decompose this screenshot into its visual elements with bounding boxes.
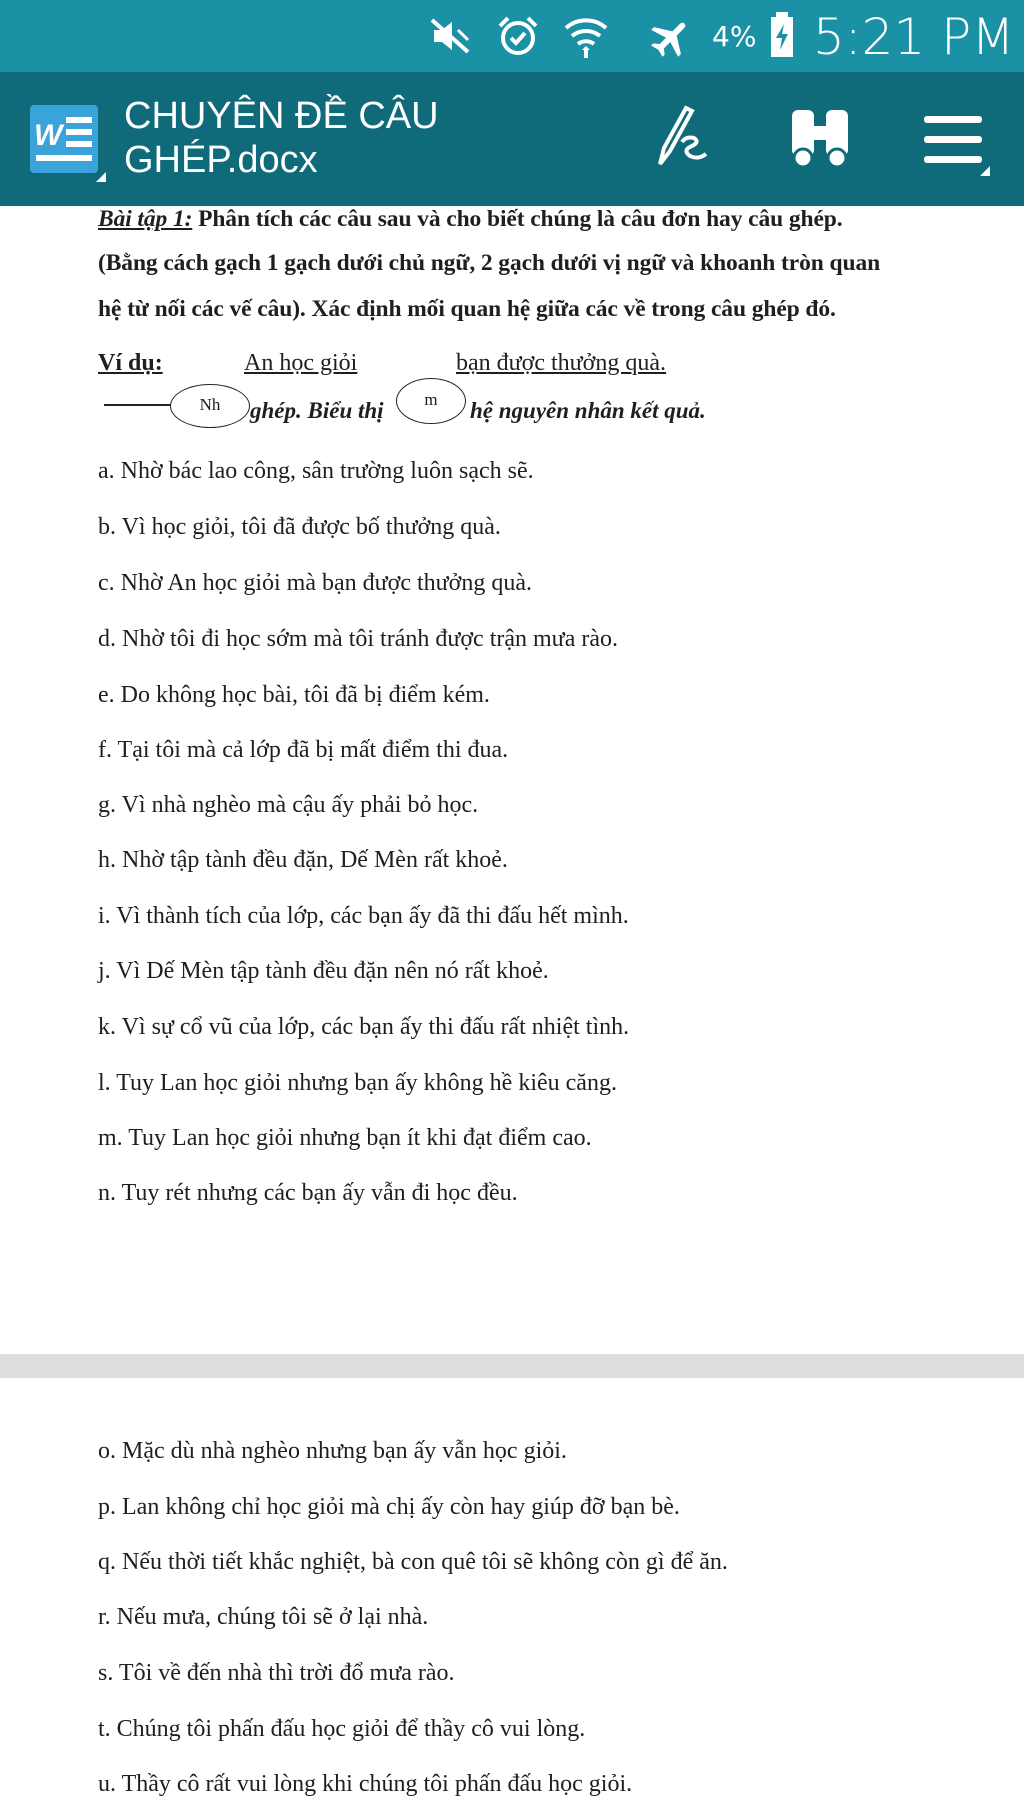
- list-item: o. Mặc dù nhà nghèo nhưng bạn ấy vẫn học giỏi.: [98, 1438, 567, 1464]
- list-item: k. Vì sự cổ vũ của lớp, các bạn ấy thi đấu rất nhiệt tình.: [98, 1014, 630, 1040]
- document-page-1[interactable]: [0, 206, 1024, 1354]
- word-icon[interactable]: [30, 105, 98, 173]
- example-arrow-line: [104, 404, 176, 406]
- battery-charging-icon: [770, 12, 794, 58]
- airplane-mode-icon: [648, 14, 694, 60]
- alarm-icon: [496, 14, 540, 58]
- document-page-2[interactable]: [0, 1378, 1024, 1820]
- list-item: u. Thầy cô rất vui lòng khi chúng tôi phấn đấu học giỏi.: [98, 1771, 633, 1797]
- list-item: b. Vì học giỏi, tôi đã được bố thưởng quà.: [98, 514, 501, 540]
- list-item: t. Chúng tôi phấn đấu học giỏi để thầy cô vui lòng.: [98, 1716, 586, 1742]
- list-item: n. Tuy rét nhưng các bạn ấy vẫn đi học đều.: [98, 1180, 518, 1206]
- edit-pen-icon[interactable]: [646, 102, 718, 174]
- list-item: d. Nhờ tôi đi học sớm mà tôi tránh được trận mưa rào.: [98, 626, 618, 652]
- list-item: f. Tại tôi mà cả lớp đã bị mất điểm thi đua.: [98, 737, 509, 763]
- list-item: p. Lan không chỉ học giỏi mà chị ấy còn hay giúp đỡ bạn bè.: [98, 1494, 680, 1520]
- list-item: s. Tôi về đến nhà thì trời đổ mưa rào.: [98, 1660, 455, 1686]
- document-title[interactable]: CHUYÊN ĐỀ CÂU GHÉP.docx: [124, 95, 439, 181]
- example-explanation-a: ghép. Biểu thị: [250, 398, 384, 423]
- list-item: j. Vì Dế Mèn tập tành đều đặn nên nó rất khoẻ.: [98, 958, 549, 984]
- list-item: i. Vì thành tích của lớp, các bạn ấy đã thi đấu hết mình.: [98, 903, 629, 929]
- page-separator: [0, 1354, 1024, 1378]
- example-circle-2: m: [396, 378, 466, 424]
- binoculars-search-icon[interactable]: [790, 108, 850, 170]
- wifi-icon: [562, 14, 610, 60]
- exercise-text-1: Phân tích các câu sau và cho biết chúng là câu đơn hay câu ghép.: [192, 206, 843, 232]
- app-bar: [0, 72, 1024, 206]
- exercise-line-3: hệ từ nối các vế câu). Xác định mối quan hệ giữa các về trong câu ghép đó.: [98, 296, 836, 322]
- list-item: a. Nhờ bác lao công, sân trường luôn sạch sẽ.: [98, 458, 534, 484]
- title-dropdown-indicator: [96, 172, 106, 182]
- menu-dropdown-indicator: [980, 166, 990, 176]
- list-item: q. Nếu thời tiết khắc nghiệt, bà con quê tôi sẽ không còn gì để ăn.: [98, 1549, 728, 1575]
- status-bar: [0, 0, 1024, 72]
- example-explanation-b: hệ nguyên nhân kết quả.: [470, 398, 706, 423]
- example-row: [98, 350, 163, 377]
- list-item: h. Nhờ tập tành đều đặn, Dế Mèn rất khoẻ.: [98, 847, 508, 873]
- example-clause-1: An học giỏi: [244, 350, 358, 376]
- list-item: c. Nhờ An học giỏi mà bạn được thưởng quà.: [98, 570, 533, 596]
- battery-percent: 4%: [712, 20, 757, 53]
- list-item: l. Tuy Lan học giỏi nhưng bạn ấy không hề kiêu căng.: [98, 1070, 617, 1096]
- list-item: r. Nếu mưa, chúng tôi sẽ ở lại nhà.: [98, 1604, 429, 1630]
- list-item: m. Tuy Lan học giỏi nhưng bạn ít khi đạt điểm cao.: [98, 1125, 592, 1151]
- exercise-line-2: (Bằng cách gạch 1 gạch dưới chủ ngữ, 2 gạch dưới vị ngữ và khoanh tròn quan: [98, 250, 881, 276]
- exercise-label: Bài tập 1:: [98, 206, 193, 232]
- list-item: e. Do không học bài, tôi đã bị điểm kém.: [98, 682, 490, 708]
- example-clause-2: bạn được thưởng quà.: [456, 350, 667, 376]
- mute-icon: [428, 14, 472, 58]
- list-item: g. Vì nhà nghèo mà cậu ấy phải bỏ học.: [98, 792, 479, 818]
- exercise-line-1: [98, 206, 843, 233]
- status-clock: 5:21 PM: [813, 8, 1015, 66]
- example-circle-1: Nh: [170, 384, 250, 428]
- example-label: Ví dụ:: [98, 350, 163, 376]
- svg-text:W: W: [34, 119, 63, 152]
- menu-icon[interactable]: [924, 114, 982, 166]
